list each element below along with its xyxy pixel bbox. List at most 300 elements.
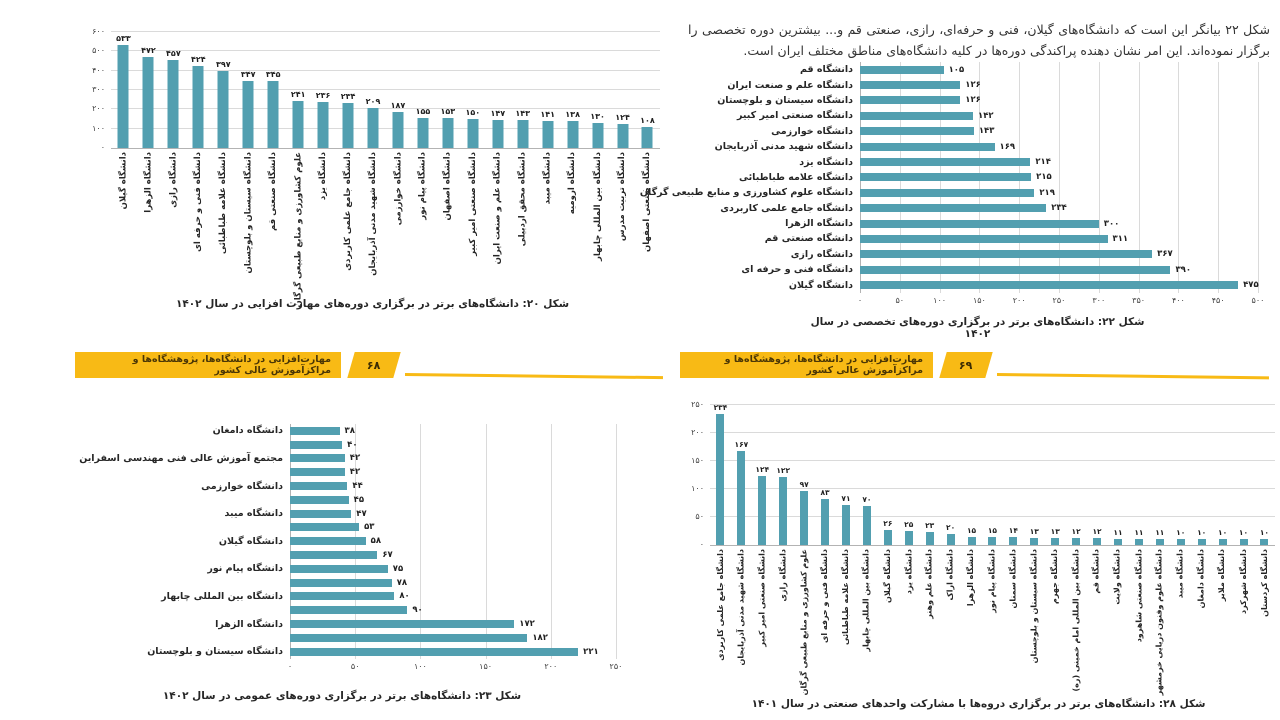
category-label: علوم کشاورزی و منابع طبیعی گرگان <box>293 152 304 308</box>
figure-22-caption <box>685 316 1270 340</box>
bar-value-label: ۳۹۰ <box>1175 264 1192 275</box>
bar-row <box>62 438 622 452</box>
bar <box>860 250 1152 258</box>
bar-column <box>1128 405 1149 545</box>
bar-row <box>62 465 622 479</box>
bar-value-label: ۱۱ <box>1113 527 1123 537</box>
bar-column <box>286 32 311 148</box>
category-cell <box>1191 546 1212 688</box>
bar <box>290 592 394 600</box>
x-axis-tick-label: ۲۰۰ <box>1012 295 1026 305</box>
bars-area <box>111 32 660 148</box>
category-label: دانشگاه علوم کشاورزی و منابع طبیعی گرگان <box>639 187 853 199</box>
category-label: دانشگاه قم <box>799 64 853 76</box>
bar-value-label: ۲۰ <box>946 522 956 532</box>
category-cell <box>877 546 898 688</box>
bar <box>290 648 578 656</box>
figure-28-caption: شکل ۲۸: دانشگاه‌های برتر در برگزاری دروه‌ها با مشارکت واحدهای صنعتی در سال ۱۴۰۱ <box>751 698 1206 710</box>
x-axis-tick-label: ۴۵۰ <box>1211 295 1225 305</box>
bar-value-label: ۱۲ <box>1071 527 1081 537</box>
bar-column <box>1045 405 1066 545</box>
page-69-banner <box>680 352 1280 378</box>
bar-row <box>685 201 1270 216</box>
bar-column <box>1024 405 1045 545</box>
bar <box>905 531 913 545</box>
bar <box>821 499 829 545</box>
bar <box>860 266 1170 274</box>
category-label: دانشگاه ارومیه <box>567 152 578 215</box>
bar-value-label: ۳۹۷ <box>215 60 231 70</box>
bar-value-label: ۲۱۵ <box>1036 172 1052 183</box>
category-label: دانشگاه بین المللی چابهار <box>161 590 283 602</box>
category-cell <box>731 546 752 688</box>
category-label: دانشگاه بین المللی چابهار <box>861 549 871 652</box>
bar <box>290 620 514 628</box>
bar-column <box>1003 405 1024 545</box>
category-label: دانشگاه پیام نور <box>207 563 283 575</box>
bar <box>968 537 976 545</box>
category-label: دانشگاه الزهرا <box>966 549 976 607</box>
bar-value-label: ۸۳ <box>820 487 830 497</box>
bar-value-label: ۱۲ <box>1092 527 1102 537</box>
category-cell <box>1170 546 1191 688</box>
category-label: دانشگاه شهید مدنی آذربایجان <box>714 141 853 153</box>
category-label: دانشگاه جامع علمی کاربردی <box>343 152 354 271</box>
bar <box>290 482 347 490</box>
bar-value-label: ۱۲۴ <box>755 464 770 474</box>
bar-value-label: ۷۰ <box>862 494 872 504</box>
bar-value-label: ۲۳۴ <box>340 91 356 101</box>
bar <box>290 454 345 462</box>
bar-column <box>877 405 898 545</box>
figure-23-caption: شکل ۲۳: دانشگاه‌های برتر در برگزاری دوره‌های عمومی در سال ۱۴۰۲ <box>162 690 522 702</box>
bar-value-label: ۱۷۲ <box>519 619 535 630</box>
category-cell <box>610 149 635 289</box>
category-cell <box>1045 546 1066 688</box>
banner-page-number <box>939 352 992 378</box>
bar-row <box>685 154 1270 169</box>
bar-row <box>62 631 622 645</box>
bar-value-label: ۷۸ <box>396 577 408 588</box>
bar-value-label: ۷۵ <box>392 563 404 574</box>
bar-column <box>136 32 161 148</box>
bar <box>592 123 603 148</box>
bar-value-label: ۹۷ <box>799 479 809 489</box>
category-label: علوم کشاورزی و منابع طبیعی گرگان <box>799 549 809 696</box>
x-axis-tick-label: ۲۰۰ <box>544 661 558 671</box>
bar-value-label: ۱۳۸ <box>565 110 580 120</box>
bar <box>318 102 329 148</box>
category-label: دانشگاه جامع علمی کاربردی <box>715 549 725 661</box>
bar <box>517 120 528 148</box>
category-label: دانشگاه ولایت <box>1112 549 1122 605</box>
bar-value-label: ۱۲۶ <box>965 95 981 106</box>
bar <box>293 101 304 148</box>
bar-value-label: ۱۲۲ <box>776 465 791 475</box>
bar <box>290 634 527 642</box>
x-axis-tick-label: ۲۵۰ <box>609 661 623 671</box>
bar-value-label: ۲۲۱ <box>583 646 599 657</box>
category-label: دانشگاه سیستان و بلوچستان <box>147 646 283 658</box>
bar <box>1114 539 1122 545</box>
bar-value-label: ۴۰ <box>347 439 358 450</box>
category-label: دانشگاه علم و صنعت ایران <box>492 152 503 265</box>
bar-column <box>794 405 815 545</box>
category-cell <box>435 149 460 289</box>
bar-column <box>261 32 286 148</box>
bar-value-label: ۲۳۴ <box>713 402 728 412</box>
bar-value-label: ۸۰ <box>399 591 410 602</box>
bar-row <box>685 62 1270 77</box>
bar-value-label: ۳۴۷ <box>240 69 256 79</box>
bar-column <box>485 32 510 148</box>
bar <box>143 57 154 148</box>
y-axis-tick-label: ۳۰۰ <box>92 85 105 94</box>
banner-page-number <box>347 352 400 378</box>
bar-value-label: ۴۲ <box>349 453 361 464</box>
category-label: دانشگاه صنعتی شاهرود <box>1133 549 1143 643</box>
category-label: دانشگاه اراک <box>945 549 955 601</box>
category-cell <box>1087 546 1108 688</box>
category-cell <box>1128 546 1149 688</box>
bar-column <box>773 405 794 545</box>
bar-value-label: ۲۱۴ <box>1035 157 1051 168</box>
category-cell <box>286 149 311 308</box>
bar-value-label: ۱۶۹ <box>999 141 1016 152</box>
bar-row <box>685 262 1270 277</box>
category-label: دانشگاه شهید مدنی آذربایجان <box>736 549 746 666</box>
bar-value-label: ۴۵۷ <box>166 48 181 58</box>
bar-column <box>186 32 211 148</box>
bar <box>863 506 871 545</box>
bar-column <box>460 32 485 148</box>
category-label: دانشگاه رازی <box>790 248 853 260</box>
bar-column <box>535 32 560 148</box>
bar <box>1135 539 1143 545</box>
category-label: دانشگاه فنی و حرفه ای <box>820 549 830 643</box>
bar <box>860 281 1238 289</box>
category-label: دانشگاه محقق اردبیلی <box>517 152 528 247</box>
bar-value-label: ۵۸ <box>370 536 382 547</box>
page-number-text: ۶۸ <box>367 358 381 372</box>
category-cell <box>211 149 236 289</box>
bar <box>290 441 342 449</box>
bar-row <box>685 277 1270 292</box>
category-label: دانشگاه جامع علمی کاربردی <box>720 202 853 214</box>
bar-column <box>752 405 773 545</box>
x-axis-tick-label: ۵۰ <box>895 295 905 305</box>
bar <box>860 143 995 151</box>
bar-value-label: ۱۸۷ <box>390 100 406 110</box>
bar-value-label: ۲۳ <box>925 521 935 531</box>
category-cell <box>794 546 815 696</box>
x-axis-tick-label: ۳۵۰ <box>1132 295 1146 305</box>
category-label: دانشگاه علامه طباطبائی <box>739 171 853 183</box>
bar-column <box>610 32 635 148</box>
y-axis-tick-label: ۲۰۰ <box>92 104 105 114</box>
bar-value-label: ۴۷۵ <box>1243 280 1259 291</box>
bar-value-label: ۱۶۷ <box>734 440 749 450</box>
y-axis-tick-label: ۲۵۰ <box>691 400 704 409</box>
bar <box>290 565 388 573</box>
bar <box>1009 537 1017 545</box>
bar <box>926 532 934 545</box>
bar-value-label: ۹۰ <box>412 605 423 616</box>
category-label: دانشگاه گیلان <box>118 152 129 210</box>
category-label: دانشگاه یزد <box>799 156 853 168</box>
bar-row <box>685 139 1270 154</box>
bar-column <box>635 32 660 148</box>
bar <box>1051 538 1059 545</box>
category-cell <box>485 149 510 289</box>
bar-value-label: ۱۰ <box>1197 528 1207 538</box>
category-cell <box>585 149 610 289</box>
bar-column <box>856 405 877 545</box>
figure-23-chart <box>62 424 622 673</box>
bar-value-label: ۳۴۵ <box>265 70 281 80</box>
bar <box>290 427 340 435</box>
bar-column <box>410 32 435 148</box>
bar <box>1260 539 1268 545</box>
y-axis-tick-label: ۶۰۰ <box>92 27 105 36</box>
category-cell <box>161 149 186 289</box>
bar <box>290 510 351 518</box>
y-axis-tick-label: ۱۰۰ <box>691 484 704 493</box>
bar-column <box>815 405 836 545</box>
x-axis-tick-label: ۱۵۰ <box>972 295 986 305</box>
bar-column <box>111 32 136 148</box>
x-axis-tick-label: ۱۰۰ <box>933 295 947 305</box>
bar <box>737 451 745 545</box>
bar <box>290 606 407 614</box>
bar <box>567 121 578 148</box>
x-axis-tick-label: ۵۰ <box>350 661 360 671</box>
bar-column <box>585 32 610 148</box>
bar <box>290 537 366 545</box>
y-axis-tick-label: ۲۰۰ <box>691 428 704 437</box>
category-cell <box>336 149 361 289</box>
bar <box>290 468 345 476</box>
category-label: دانشگاه فنی و حرفه ای <box>193 152 204 252</box>
bar-row <box>62 548 622 562</box>
category-cell <box>385 149 410 289</box>
bar-value-label: ۱۴۳ <box>978 126 995 137</box>
category-cell <box>752 546 773 688</box>
bar <box>1093 538 1101 545</box>
bar-value-label: ۶۷ <box>382 550 393 561</box>
category-label: دانشگاه علم وهنر <box>924 549 934 619</box>
category-label: دانشگاه اصفهان <box>442 152 453 221</box>
bar-row <box>62 534 622 548</box>
bar-column <box>361 32 386 148</box>
category-cell <box>940 546 961 688</box>
category-label: دانشگاه فنی و حرفه ای <box>741 264 853 276</box>
category-label: دانشگاه صنعتی قم <box>764 233 853 245</box>
bar <box>860 158 1030 166</box>
bar <box>290 579 392 587</box>
bar-row <box>685 247 1270 262</box>
bar-value-label: ۱۲۶ <box>965 80 981 91</box>
y-axis-tick-label: ۰ <box>699 540 704 549</box>
category-label: دانشگاه بین المللی چابهار <box>592 152 603 262</box>
category-label: دانشگاه سیستان و بلوچستان <box>243 152 254 274</box>
category-cell <box>1212 546 1233 688</box>
bar <box>243 81 254 148</box>
x-axis-tick-label: ۰ <box>287 661 293 671</box>
category-label: دانشگاه پیام نور <box>417 152 428 220</box>
category-cell <box>510 149 535 289</box>
bar-column <box>982 405 1003 545</box>
bar-value-label: ۱۵۰ <box>465 108 481 117</box>
bar-value-label: ۱۰ <box>1238 528 1249 538</box>
category-label: دانشگاه میبد <box>1175 549 1185 599</box>
figure-22-caption-line2: ۱۴۰۲ <box>964 328 991 340</box>
bar-value-label: ۱۴۷ <box>490 108 506 118</box>
page-number-text: ۶۹ <box>959 358 973 372</box>
category-label: دانشگاه خوارزمی <box>201 480 283 492</box>
category-label: دانشگاه شهرکرد <box>1238 549 1248 615</box>
bar-column <box>1066 405 1087 545</box>
bar-value-label: ۱۵ <box>987 525 998 535</box>
bar <box>343 103 354 148</box>
bar-value-label: ۱۴۲ <box>978 110 994 121</box>
category-cell <box>982 546 1003 688</box>
category-cell <box>710 546 731 688</box>
category-label: دانشگاه سیستان و بلوچستان <box>717 94 853 106</box>
bar-row <box>62 576 622 590</box>
bar <box>860 189 1034 197</box>
bar <box>368 108 379 148</box>
bar-row <box>62 507 622 521</box>
bar-value-label: ۱۳۰ <box>590 111 605 121</box>
banner-title: مهارت‌افزایی در دانشگاه‌ها، پژوهشگاه‌ها و مراکزآموزش عالی کشور <box>680 352 933 378</box>
bar <box>860 235 1108 243</box>
bar-value-label: ۱۰ <box>1218 528 1228 538</box>
category-label: دانشگاه گیلان <box>882 549 892 603</box>
bar-value-label: ۱۱ <box>1155 527 1165 537</box>
bar-row <box>62 603 622 617</box>
category-label: دانشگاه میبد <box>224 508 283 520</box>
bar-column <box>1212 405 1233 545</box>
bar <box>268 81 279 148</box>
bar-value-label: ۴۴ <box>352 481 363 492</box>
bar-value-label: ۳۰۰ <box>1103 218 1120 229</box>
category-cell <box>773 546 794 688</box>
category-label: دانشگاه یزد <box>903 549 913 595</box>
bar <box>290 523 359 531</box>
category-label: دانشگاه کردستان <box>1259 549 1269 617</box>
figure-22-caption-line1: شکل ۲۲: دانشگاه‌های برتر در برگزاری دوره‌های تخصصی در سال <box>810 316 1145 328</box>
x-axis-tick-label: ۳۰۰ <box>1092 295 1106 305</box>
bar-row <box>62 479 622 493</box>
category-label: دانشگاه شهید مدنی آذربایجان <box>368 152 379 276</box>
bar-row <box>685 124 1270 139</box>
category-cell <box>261 149 286 289</box>
bar <box>779 477 787 545</box>
category-label: دانشگاه دامغان <box>212 425 283 437</box>
bar <box>290 551 377 559</box>
category-label: دانشگاه یزد <box>318 152 329 201</box>
y-axis-tick-label: ۵۰۰ <box>92 46 105 56</box>
bar <box>947 534 955 545</box>
bar-value-label: ۱۴۳ <box>515 109 531 119</box>
bar <box>1030 538 1038 545</box>
banner-title: مهارت‌افزایی در دانشگاه‌ها، پژوهشگاه‌ها و مراکزآموزش عالی کشور <box>75 352 341 378</box>
bar-column <box>710 402 731 545</box>
bar-column <box>1254 405 1275 545</box>
bar <box>860 66 944 74</box>
bar-column <box>211 32 236 148</box>
bar <box>392 112 403 148</box>
bar-value-label: ۴۵ <box>353 494 365 505</box>
category-label: دانشگاه صنعتی اصفهان <box>642 152 653 253</box>
category-cell <box>111 149 136 289</box>
category-label: دانشگاه صنعتی امیر کبیر <box>736 110 853 122</box>
bar-value-label: ۴۲۴ <box>191 55 206 65</box>
category-label: دانشگاه خوارزمی <box>771 125 853 137</box>
x-axis-tick-label: ۵۰۰ <box>1251 295 1265 305</box>
figure-28-chart <box>682 392 1275 696</box>
category-cell <box>136 149 161 289</box>
bar <box>642 127 653 148</box>
category-label: دانشگاه سمنان <box>1008 549 1018 609</box>
bar-column <box>1149 405 1170 545</box>
y-axis-tick-label: ۱۰۰ <box>92 123 105 133</box>
bar-column <box>560 32 585 148</box>
bar <box>860 173 1031 181</box>
category-cell <box>560 149 585 289</box>
bar <box>1240 539 1248 545</box>
bar <box>467 119 478 148</box>
category-labels <box>710 546 1275 696</box>
bar <box>842 505 850 545</box>
bar-value-label: ۳۱۱ <box>1112 233 1129 244</box>
bar-row <box>685 231 1270 246</box>
bar-value-label: ۴۷۲ <box>141 45 156 55</box>
bar <box>860 220 1099 228</box>
category-cell <box>635 149 660 289</box>
category-cell <box>815 546 836 688</box>
bar <box>860 112 973 120</box>
category-label: دانشگاه صنعتی امیر کبیر <box>467 152 478 256</box>
bar-row <box>62 493 622 507</box>
x-axis-tick-label: ۱۵۰ <box>479 661 493 671</box>
bar <box>193 66 204 148</box>
category-cell <box>460 149 485 289</box>
bar <box>716 414 724 545</box>
category-label: دانشگاه ملایر <box>1217 549 1227 602</box>
category-cell <box>919 546 940 688</box>
bar-value-label: ۱۵۳ <box>440 107 456 117</box>
bar <box>442 118 453 148</box>
bar-row <box>62 645 622 659</box>
bar-row <box>685 108 1270 123</box>
category-cell <box>1149 546 1170 696</box>
bar-value-label: ۱۰ <box>1259 528 1269 538</box>
x-axis-tick-label: ۴۰۰ <box>1171 295 1185 305</box>
category-cell <box>898 546 919 688</box>
category-label: دانشگاه رازی <box>168 152 179 208</box>
bar-value-label: ۱۰۸ <box>640 116 655 126</box>
bar-value-label: ۱۰۵ <box>948 64 965 75</box>
y-axis-tick-label: ۴۰۰ <box>92 65 105 75</box>
category-label: دانشگاه صنعتی قم <box>268 152 279 231</box>
bar-column <box>731 405 752 545</box>
bar-column <box>1108 405 1129 545</box>
category-cell <box>1233 546 1254 688</box>
bar-row <box>62 590 622 604</box>
bar-value-label: ۱۴ <box>1008 526 1018 536</box>
